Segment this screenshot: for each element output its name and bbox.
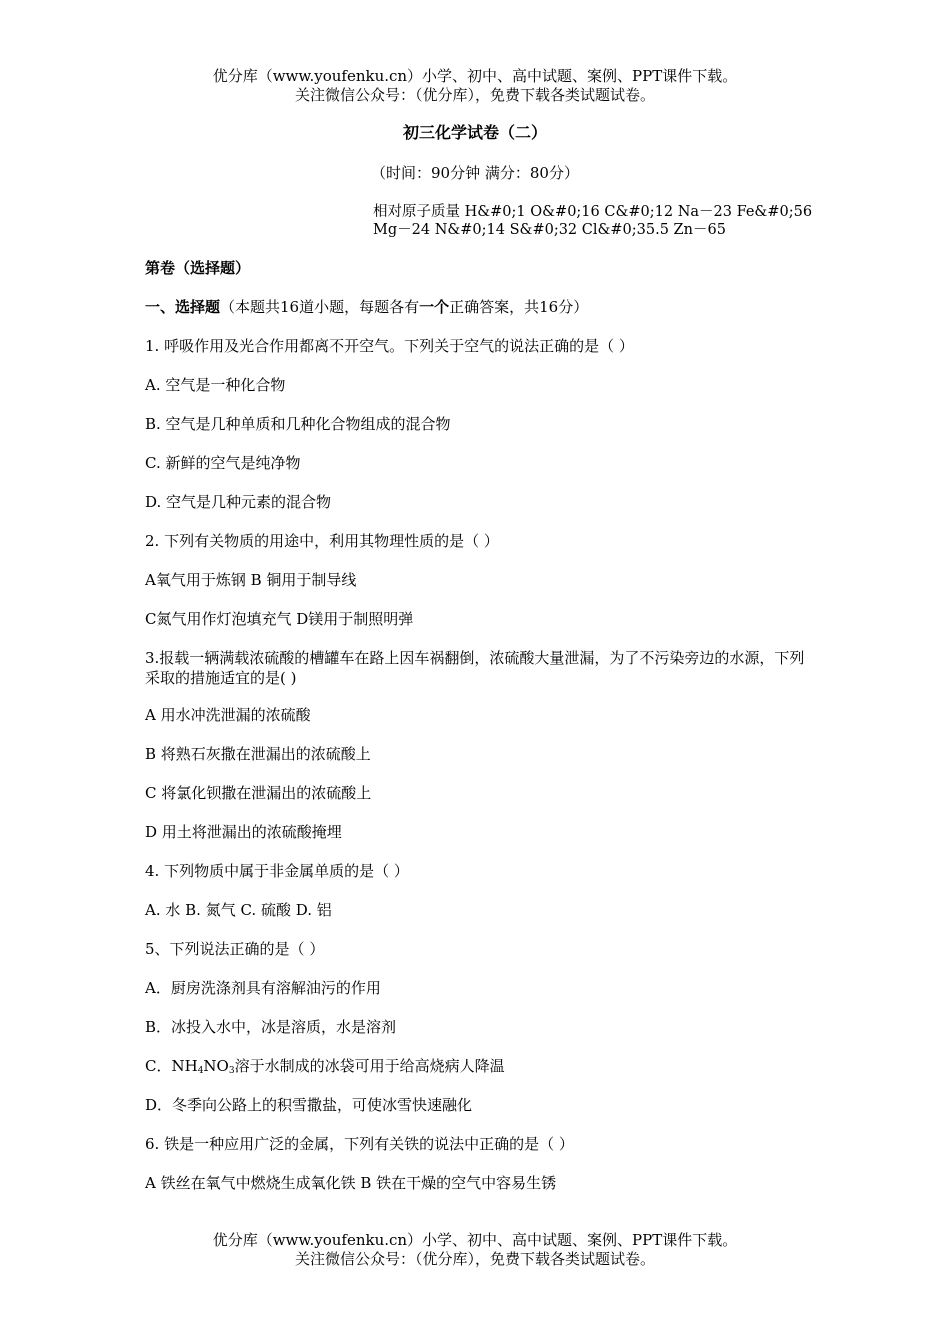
- q5c-subscript-3: 3: [228, 1066, 235, 1076]
- part1-note-b: 一个: [419, 298, 450, 316]
- question-3-option-a: A 用水冲洗泄漏的浓硫酸: [145, 706, 311, 724]
- question-5-option-a: A．厨房洗涤剂具有溶解油污的作用: [145, 979, 381, 997]
- question-4-options: A. 水 B. 氮气 C. 硫酸 D. 铝: [145, 901, 332, 919]
- question-3: 3.报载一辆满载浓硫酸的槽罐车在路上因车祸翻倒，浓硫酸大量泄漏，为了不污染旁边的水源，下列采取的措施适宜的是( ): [145, 649, 805, 687]
- q5c-suffix: 溶于水制成的冰袋可用于给高烧病人降温: [234, 1057, 505, 1075]
- question-1-option-d: D. 空气是几种元素的混合物: [145, 493, 332, 511]
- part1-note-a: （本题共16道小题，每题各有: [220, 298, 420, 316]
- part1-title: 一、选择题: [145, 298, 221, 316]
- question-6-options-ab: A 铁丝在氧气中燃烧生成氧化铁 B 铁在干燥的空气中容易生锈: [145, 1174, 557, 1192]
- question-1-option-c: C. 新鲜的空气是纯净物: [145, 454, 301, 472]
- question-4: 4. 下列物质中属于非金属单质的是（ ）: [145, 862, 409, 880]
- question-1-option-b: B. 空气是几种单质和几种化合物组成的混合物: [145, 415, 451, 433]
- q5c-mid: NO: [203, 1057, 229, 1075]
- part1-note-c: 正确答案，共16分）: [449, 298, 589, 316]
- question-2-options-ab: A氧气用于炼钢 B 铜用于制导线: [145, 571, 357, 589]
- question-1-option-a: A. 空气是一种化合物: [145, 376, 286, 394]
- page-footer: [0, 1231, 950, 1269]
- section-heading: 第卷（选择题）: [145, 259, 251, 277]
- atomic-mass-table: [373, 203, 833, 239]
- q5c-subscript-4: 4: [197, 1066, 204, 1076]
- exam-title: 初三化学试卷（二）: [402, 123, 547, 142]
- part1-heading: [145, 297, 815, 317]
- question-3-option-c: C 将氯化钡撒在泄漏出的浓硫酸上: [145, 784, 372, 802]
- footer-line-1: 优分库（www.youfenku.cn）小学、初中、高中试题、案例、PPT课件下载。: [212, 1231, 738, 1249]
- question-3-option-d: D 用土将泄漏出的浓硫酸掩埋: [145, 823, 342, 841]
- exam-subtitle: （时间：90分钟 满分：80分）: [371, 164, 579, 182]
- page-header: [0, 67, 950, 105]
- question-2: 2. 下列有关物质的用途中，利用其物理性质的是（ ）: [145, 532, 499, 550]
- question-1: 1. 呼吸作用及光合作用都离不开空气。下列关于空气的说法正确的是（ ）: [145, 337, 634, 355]
- question-6: 6. 铁是一种应用广泛的金属，下列有关铁的说法中正确的是（ ）: [145, 1135, 574, 1153]
- question-3-option-b: B 将熟石灰撒在泄漏出的浓硫酸上: [145, 745, 371, 763]
- question-5-option-c: [145, 1056, 815, 1081]
- question-2-options-cd: C氮气用作灯泡填充气 D镁用于制照明弹: [145, 610, 414, 628]
- atomic-mass-line-2: Mg－24 N&#0;14 S&#0;32 Cl&#0;35.5 Zn－65: [373, 222, 726, 238]
- header-line-2: 关注微信公众号：（优分库），免费下载各类试题试卷。: [294, 86, 655, 104]
- question-5-option-d: D．冬季向公路上的积雪撒盐，可使冰雪快速融化: [145, 1096, 473, 1114]
- atomic-mass-line-1: 相对原子质量 H&#0;1 O&#0;16 C&#0;12 Na－23 Fe&#0;56: [373, 204, 813, 220]
- footer-line-2: 关注微信公众号：（优分库），免费下载各类试题试卷。: [294, 1250, 655, 1268]
- header-line-1: 优分库（www.youfenku.cn）小学、初中、高中试题、案例、PPT课件下载。: [212, 67, 738, 85]
- q5c-prefix: C．NH: [145, 1057, 198, 1075]
- question-5: 5、下列说法正确的是（ ）: [145, 940, 325, 958]
- question-5-option-b: B．冰投入水中，冰是溶质，水是溶剂: [145, 1018, 397, 1036]
